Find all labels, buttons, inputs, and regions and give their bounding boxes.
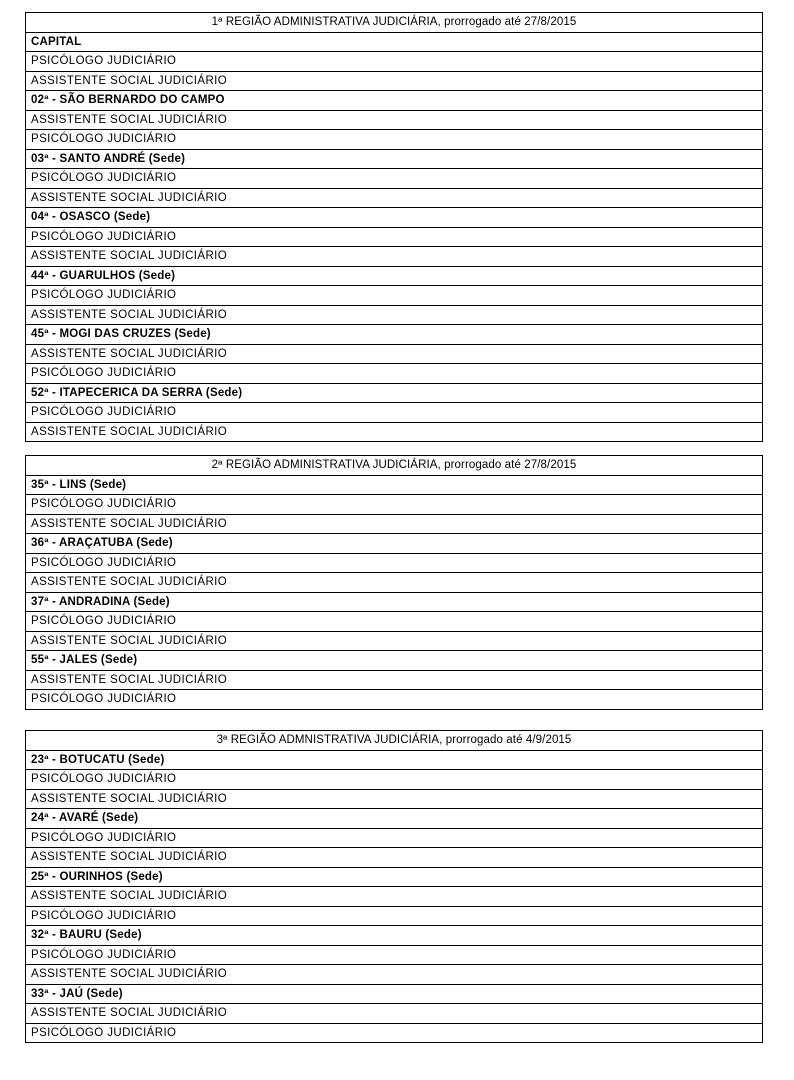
table-row — [26, 828, 763, 848]
table-row — [26, 984, 763, 1004]
comarca-label: 33ª - JAÚ (Sede) — [26, 984, 763, 1004]
comarca-label: CAPITAL — [26, 32, 763, 52]
cargo-label: ASSISTENTE SOCIAL JUDICIÁRIO — [26, 887, 763, 907]
cargo-label: PSICÓLOGO JUDICIÁRIO — [26, 612, 763, 632]
cargo-label: ASSISTENTE SOCIAL JUDICIÁRIO — [26, 1004, 763, 1024]
table-row — [26, 344, 763, 364]
table-row — [26, 1004, 763, 1024]
table-row — [26, 887, 763, 907]
table-row — [26, 71, 763, 91]
cargo-label: PSICÓLOGO JUDICIÁRIO — [26, 495, 763, 515]
cargo-label: ASSISTENTE SOCIAL JUDICIÁRIO — [26, 789, 763, 809]
table-row — [26, 612, 763, 632]
cargo-label: PSICÓLOGO JUDICIÁRIO — [26, 403, 763, 423]
cargo-label: ASSISTENTE SOCIAL JUDICIÁRIO — [26, 848, 763, 868]
comarca-label: 45ª - MOGI DAS CRUZES (Sede) — [26, 325, 763, 345]
table-row — [26, 383, 763, 403]
comarca-label: 03ª - SANTO ANDRÉ (Sede) — [26, 149, 763, 169]
table-row — [26, 495, 763, 515]
cargo-label: PSICÓLOGO JUDICIÁRIO — [26, 906, 763, 926]
comarca-label: 55ª - JALES (Sede) — [26, 651, 763, 671]
region-header-row — [26, 456, 763, 476]
table-row — [26, 266, 763, 286]
table-row — [26, 52, 763, 72]
region-table-2 — [25, 455, 763, 710]
cargo-label: ASSISTENTE SOCIAL JUDICIÁRIO — [26, 344, 763, 364]
table-row — [26, 631, 763, 651]
table-row — [26, 573, 763, 593]
cargo-label: PSICÓLOGO JUDICIÁRIO — [26, 52, 763, 72]
table-row — [26, 188, 763, 208]
table-row — [26, 91, 763, 111]
cargo-label: ASSISTENTE SOCIAL JUDICIÁRIO — [26, 110, 763, 130]
table-row — [26, 149, 763, 169]
cargo-label: PSICÓLOGO JUDICIÁRIO — [26, 286, 763, 306]
comarca-label: 04ª - OSASCO (Sede) — [26, 208, 763, 228]
comarca-label: 25ª - OURINHOS (Sede) — [26, 867, 763, 887]
table-row — [26, 690, 763, 710]
table-row — [26, 422, 763, 442]
table-row — [26, 130, 763, 150]
region-title: 3ª REGIÃO ADMNISTRATIVA JUDICIÁRIA, prorrogado até 4/9/2015 — [26, 731, 763, 751]
table-row — [26, 965, 763, 985]
cargo-label: ASSISTENTE SOCIAL JUDICIÁRIO — [26, 514, 763, 534]
table-row — [26, 670, 763, 690]
table-row — [26, 750, 763, 770]
region-header-row — [26, 731, 763, 751]
table-row — [26, 945, 763, 965]
table-row — [26, 514, 763, 534]
table-row — [26, 227, 763, 247]
table-row — [26, 592, 763, 612]
cargo-label: PSICÓLOGO JUDICIÁRIO — [26, 945, 763, 965]
table-row — [26, 110, 763, 130]
cargo-label: PSICÓLOGO JUDICIÁRIO — [26, 169, 763, 189]
comarca-label: 37ª - ANDRADINA (Sede) — [26, 592, 763, 612]
table-row — [26, 364, 763, 384]
cargo-label: ASSISTENTE SOCIAL JUDICIÁRIO — [26, 670, 763, 690]
region-header-row — [26, 13, 763, 33]
table-row — [26, 553, 763, 573]
region-table-3 — [25, 730, 763, 1043]
cargo-label: PSICÓLOGO JUDICIÁRIO — [26, 364, 763, 384]
region-title: 1ª REGIÃO ADMINISTRATIVA JUDICIÁRIA, prorrogado até 27/8/2015 — [26, 13, 763, 33]
table-row — [26, 789, 763, 809]
table-row — [26, 32, 763, 52]
comarca-label: 36ª - ARAÇATUBA (Sede) — [26, 534, 763, 554]
table-row — [26, 926, 763, 946]
region-title: 2ª REGIÃO ADMINISTRATIVA JUDICIÁRIA, prorrogado até 27/8/2015 — [26, 456, 763, 476]
cargo-label: PSICÓLOGO JUDICIÁRIO — [26, 553, 763, 573]
cargo-label: ASSISTENTE SOCIAL JUDICIÁRIO — [26, 422, 763, 442]
table-row — [26, 651, 763, 671]
cargo-label: PSICÓLOGO JUDICIÁRIO — [26, 227, 763, 247]
comarca-label: 44ª - GUARULHOS (Sede) — [26, 266, 763, 286]
table-row — [26, 1023, 763, 1043]
cargo-label: PSICÓLOGO JUDICIÁRIO — [26, 770, 763, 790]
table-row — [26, 534, 763, 554]
cargo-label: PSICÓLOGO JUDICIÁRIO — [26, 130, 763, 150]
cargo-label: ASSISTENTE SOCIAL JUDICIÁRIO — [26, 305, 763, 325]
cargo-label: ASSISTENTE SOCIAL JUDICIÁRIO — [26, 247, 763, 267]
cargo-label: ASSISTENTE SOCIAL JUDICIÁRIO — [26, 631, 763, 651]
cargo-label: ASSISTENTE SOCIAL JUDICIÁRIO — [26, 71, 763, 91]
cargo-label: PSICÓLOGO JUDICIÁRIO — [26, 690, 763, 710]
table-row — [26, 208, 763, 228]
comarca-label: 35ª - LINS (Sede) — [26, 475, 763, 495]
table-row — [26, 286, 763, 306]
comarca-label: 52ª - ITAPECERICA DA SERRA (Sede) — [26, 383, 763, 403]
table-row — [26, 867, 763, 887]
table-row — [26, 770, 763, 790]
comarca-label: 32ª - BAURU (Sede) — [26, 926, 763, 946]
table-row — [26, 305, 763, 325]
comarca-label: 24ª - AVARÉ (Sede) — [26, 809, 763, 829]
table-row — [26, 809, 763, 829]
table-row — [26, 247, 763, 267]
table-row — [26, 906, 763, 926]
table-row — [26, 848, 763, 868]
region-table-1 — [25, 12, 763, 442]
cargo-label: PSICÓLOGO JUDICIÁRIO — [26, 1023, 763, 1043]
table-row — [26, 403, 763, 423]
table-row — [26, 325, 763, 345]
table-row — [26, 169, 763, 189]
table-row — [26, 475, 763, 495]
comarca-label: 23ª - BOTUCATU (Sede) — [26, 750, 763, 770]
comarca-label: 02ª - SÃO BERNARDO DO CAMPO — [26, 91, 763, 111]
cargo-label: ASSISTENTE SOCIAL JUDICIÁRIO — [26, 965, 763, 985]
cargo-label: ASSISTENTE SOCIAL JUDICIÁRIO — [26, 188, 763, 208]
cargo-label: ASSISTENTE SOCIAL JUDICIÁRIO — [26, 573, 763, 593]
cargo-label: PSICÓLOGO JUDICIÁRIO — [26, 828, 763, 848]
